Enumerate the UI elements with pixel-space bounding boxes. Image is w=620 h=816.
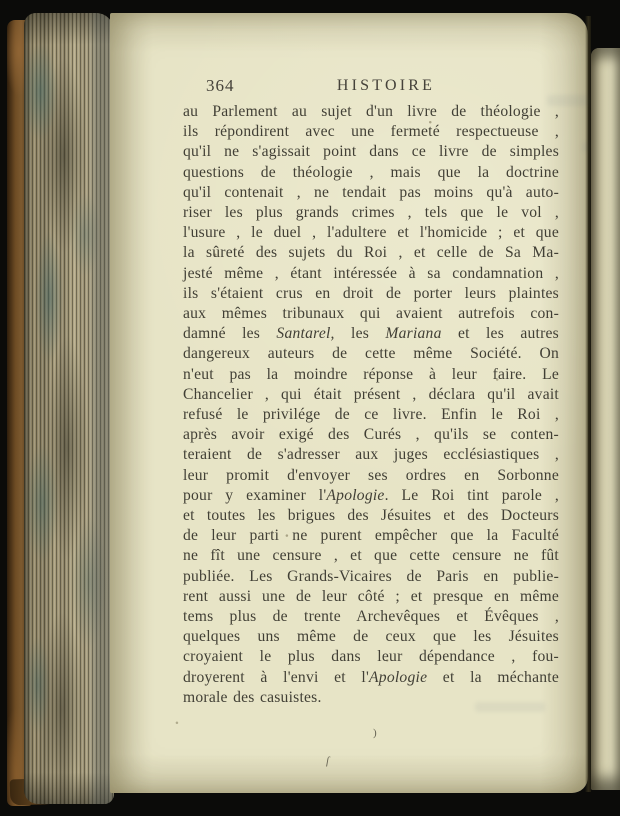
ink-showthrough-smudge xyxy=(475,702,545,712)
text-line: l'usure , le duel , l'adultere et l'homicide ; et que xyxy=(183,224,559,242)
text-line: publiée. Les Grands-Vicaires de Paris en publie- xyxy=(183,567,559,585)
text-line: pour y examiner l'Apologie. Le Roi tint parole , xyxy=(183,486,559,504)
text-line: riser les plus grands crimes , tels que le vol , xyxy=(183,204,559,222)
text-line: rent aussi une de leur côté ; et presque en même xyxy=(183,587,559,605)
facing-page-sliver xyxy=(591,48,620,790)
stray-ink-mark: ) xyxy=(373,727,377,739)
page-edge-stack xyxy=(24,13,114,804)
text-line: au Parlement au sujet d'un livre de théologie , xyxy=(183,103,559,120)
text-line: croyaient le plus dans leur dépendance , fou- xyxy=(183,648,559,666)
text-line: ils s'étaient crus en droit de porter leurs plaintes xyxy=(183,284,559,302)
page-number: 364 xyxy=(206,76,235,95)
page-header xyxy=(183,76,561,98)
text-line: dangereux auteurs de cette même Société. On xyxy=(183,345,559,363)
text-line: qu'il ne s'agissait point dans ce livre de simples xyxy=(183,143,559,161)
stray-ink-mark: ſ xyxy=(326,755,330,767)
text-line: Chancelier , qui était présent , déclara qu'il avait xyxy=(183,385,559,403)
text-line: questions de théologie , mais que la doctrine xyxy=(183,163,559,181)
text-line: n'eut pas la moindre réponse à leur faire. Le xyxy=(183,365,559,383)
text-line: ils répondirent avec une fermeté respectueuse , xyxy=(183,123,559,141)
running-title: HISTOIRE xyxy=(336,77,436,94)
text-line: morale des casuistes. xyxy=(183,688,322,706)
text-line: après avoir exigé des Curés , qu'ils se conten- xyxy=(183,426,559,444)
text-line: de leur parti ne purent empêcher que la Faculté xyxy=(183,527,559,545)
text-line: tems plus de trente Archevêques et Évêques , xyxy=(183,608,559,626)
text-line: droyerent à l'envi et l'Apologie et la méchante xyxy=(183,668,559,686)
text-line: teraient de s'adresser aux juges ecclésiastiques , xyxy=(183,446,559,464)
text-line: damné les Santarel, les Mariana et les autres xyxy=(183,325,559,343)
text-line: et toutes les brigues des Jésuites et des Docteurs xyxy=(183,507,559,525)
text-line: ne fît une censure , et que cette censure ne fût xyxy=(183,547,559,565)
text-line: leur promit d'envoyer ses ordres en Sorbonne xyxy=(183,466,559,484)
text-line: jesté même , étant intéressée à sa condamnation , xyxy=(183,264,559,282)
book-page xyxy=(110,13,588,793)
text-line: qu'il contenait , ne tendait pas moins qu'à auto- xyxy=(183,183,559,201)
text-line: la sûreté des sujets du Roi , et celle de Sa Ma- xyxy=(183,244,559,262)
page-body xyxy=(183,102,559,708)
text-line: refusé le privilége de ce livre. Enfin le Roi , xyxy=(183,406,559,424)
text-line: aux mêmes tribunaux qui avaient autrefois con- xyxy=(183,305,559,323)
text-line: quelques uns même de ceux que les Jésuites xyxy=(183,628,559,646)
